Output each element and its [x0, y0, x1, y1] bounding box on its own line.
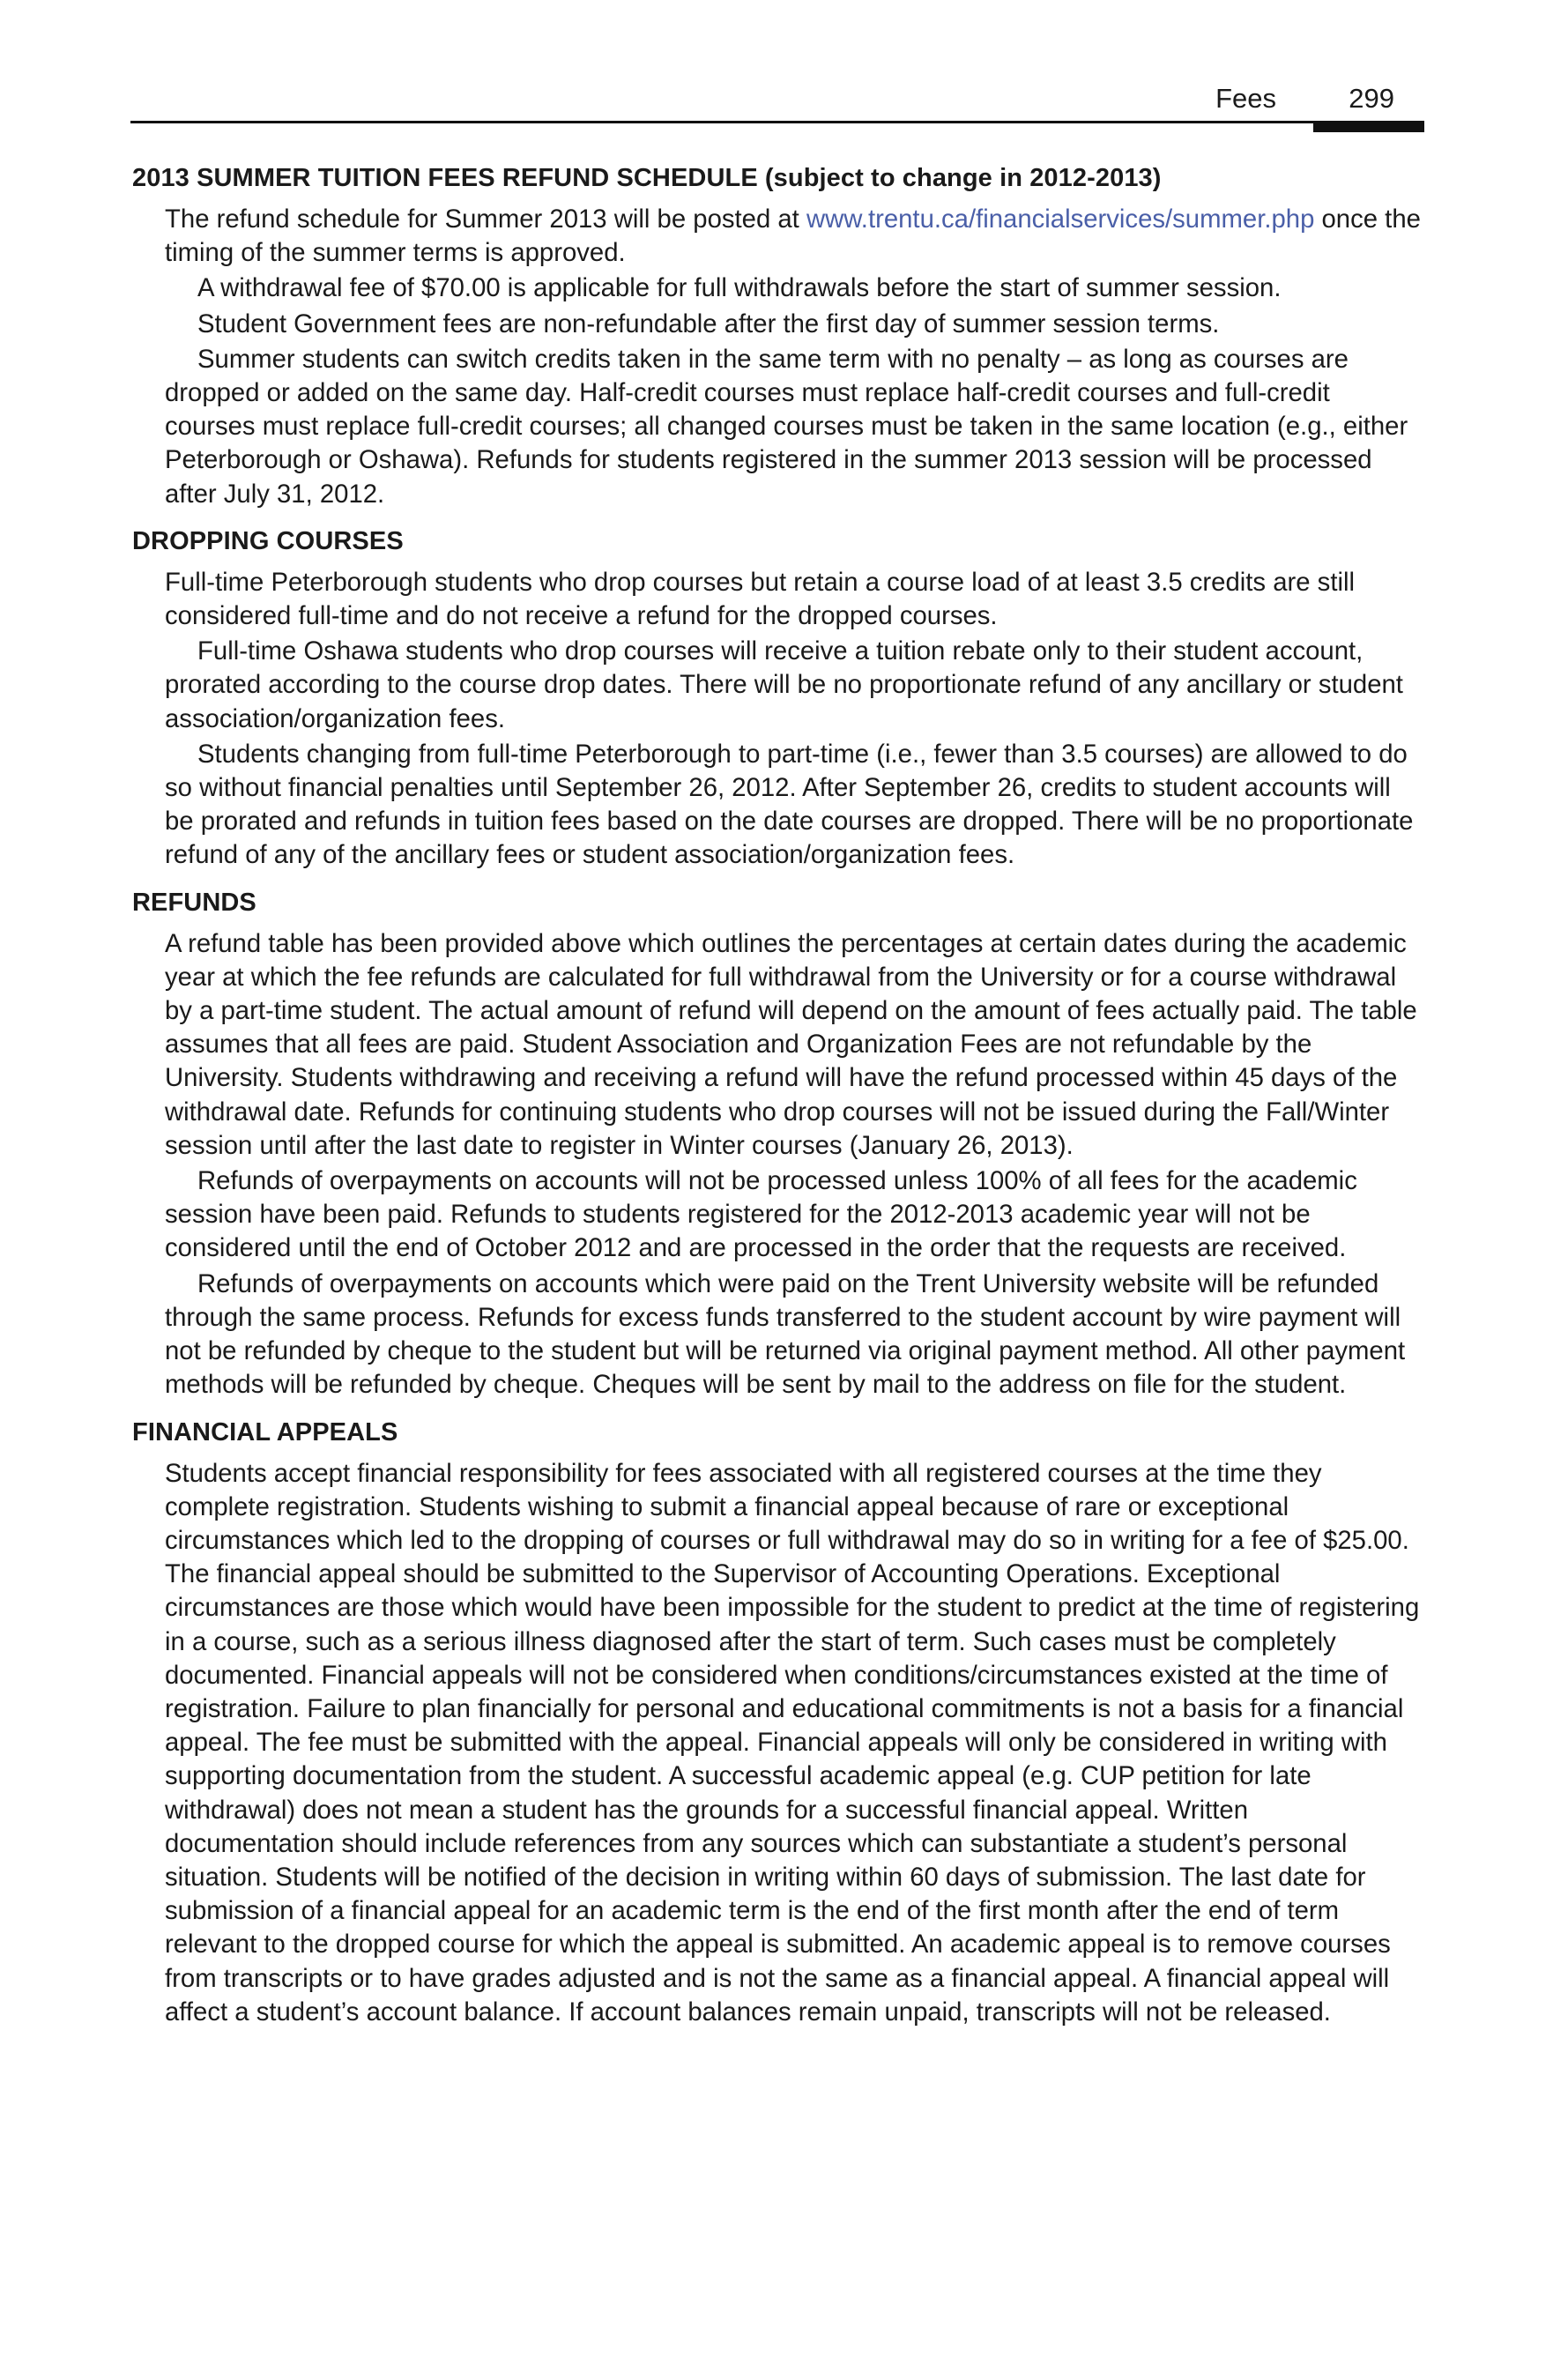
page-content [132, 160, 1424, 2042]
summer-refund-section [132, 160, 1424, 511]
page-header [130, 81, 1424, 132]
summer-paragraph-3: Student Government fees are non-refundable after the first day of summer session terms. [197, 309, 1220, 338]
refunds-paragraph-1: A refund table has been provided above which outlines the percentages at certain dates during the academic year at which the fee refunds are calculated for full withdrawal from the University or for a course withdrawal by a part-time student. The actual amount of refund will depend on the amount of fees actually paid. The table assumes that all fees are paid. Student Association and Organization Fees are not refundable by the University. Students withdrawing and receiving a refund will have the refund processed within 45 days of the withdrawal date. Refunds for continuing students who drop courses will not be issued during the Fall/Winter session until after the last date to register in Winter courses (January 26, 2013). [165, 928, 1417, 1160]
summer-p1-text: The refund schedule for Summer 2013 will be posted at [165, 205, 806, 234]
header-tab-marker [1313, 121, 1424, 132]
dropping-paragraph-1: Full-time Peterborough students who drop courses but retain a course load of at least 3.5 credits are still considered full-time and do not receive a refund for the dropped courses. [165, 567, 1355, 631]
summer-p1-text-end: once the timing of the summer terms is approved. [165, 205, 1421, 268]
dropping-courses-section [132, 524, 1424, 873]
dropping-paragraph-3: Students changing from full-time Peterborough to part-time (i.e., fewer than 3.5 courses) are allowed to do so without financial penalties until September 26, 2012. After September 26, credits to student accounts will be prorated and refunds in tuition fees based on the date courses are dropped. There will be no proportionate refund of any of the ancillary fees or student association/organization fees. [165, 739, 1414, 870]
summer-refund-heading: 2013 SUMMER TUITION FEES REFUND SCHEDULE (subject to change in 2012-2013) [132, 164, 1162, 192]
financial-appeals-heading: FINANCIAL APPEALS [132, 1417, 398, 1447]
refunds-section [132, 885, 1424, 1402]
summer-refund-link[interactable]: www.trentu.ca/financialservices/summer.php [806, 205, 1315, 234]
refunds-paragraph-3: Refunds of overpayments on accounts which were paid on the Trent University website will be refunded through the same process. Refunds for excess funds transferred to the student account by wire payment will not be refunded by cheque to the student but will be returned via original payment method. All other payment methods will be refunded by cheque. Cheques will be sent by mail to the address on file for the student. [165, 1268, 1406, 1400]
financial-appeals-body [132, 1457, 1424, 2029]
refunds-heading: REFUNDS [132, 888, 256, 917]
refunds-paragraph-2: Refunds of overpayments on accounts will not be processed unless 100% of all fees for the academic session have been paid. Refunds to students registered for the 2012-2013 academic year will not be considered until the end of October 2012 and are processed in the order that the requests are received. [165, 1166, 1357, 1263]
summer-paragraph-2: A withdrawal fee of $70.00 is applicable for full withdrawals before the start of summer session. [197, 273, 1282, 303]
summer-paragraph-1 [165, 203, 1424, 270]
appeals-paragraph-1: Students accept financial responsibility for fees associated with all registered courses at the time they complete registration. Students wishing to submit a financial appeal because of rare or exceptional circumstances which led to the dropping of courses or full withdrawal may do so in writing for a fee of $25.00. The financial appeal should be submitted to the Supervisor of Accounting Operations. Exceptional circumstances are those which would have been impossible for the student to predict at the time of registering in a course, such as a serious illness diagnosed after the start of term. Such cases must be completely documented. Financial appeals will not be considered when conditions/circumstances existed at the time of registration. Failure to plan financially for personal and educational commitments is not a basis for a financial appeal. The fee must be submitted with the appeal. Financial appeals will only be considered in writing with supporting documentation from the student. A successful academic appeal (e.g. CUP petition for late withdrawal) does not mean a student has the grounds for a successful financial appeal. Written documentation should include references from any sources which can substantiate a student’s personal situation. Students will be notified of the decision in writing within 60 days of submission. The last date for submission of a financial appeal for an academic term is the end of the first month after the end of term relevant to the dropped course for which the appeal is submitted. An academic appeal is to remove courses from transcripts or to have grades adjusted and is not the same as a financial appeal. A financial appeal will affect a student’s account balance. If account balances remain unpaid, transcripts will not be released. [165, 1458, 1420, 2027]
dropping-paragraph-2: Full-time Oshawa students who drop courses will receive a tuition rebate only to their student account, prorated according to the course drop dates. There will be no proportionate refund of any ancillary or student association/organization fees. [165, 636, 1403, 733]
header-rule [130, 121, 1424, 123]
page-number: 299 [1349, 83, 1394, 114]
dropping-courses-heading: DROPPING COURSES [132, 526, 404, 555]
running-section-title: Fees [1215, 83, 1276, 114]
refunds-body [132, 927, 1424, 1402]
summer-paragraph-4: Summer students can switch credits taken in the same term with no penalty – as long as courses are dropped or added on the same day. Half-credit courses must replace half-credit courses and full-credit courses must replace full-credit courses; all changed courses must be taken in the same location (e.g., either Peterborough or Oshawa). Refunds for students registered in the summer 2013 session will be processed after July 31, 2012. [165, 344, 1408, 509]
summer-refund-body [132, 203, 1424, 511]
dropping-courses-body [132, 566, 1424, 873]
financial-appeals-section [132, 1415, 1424, 2029]
